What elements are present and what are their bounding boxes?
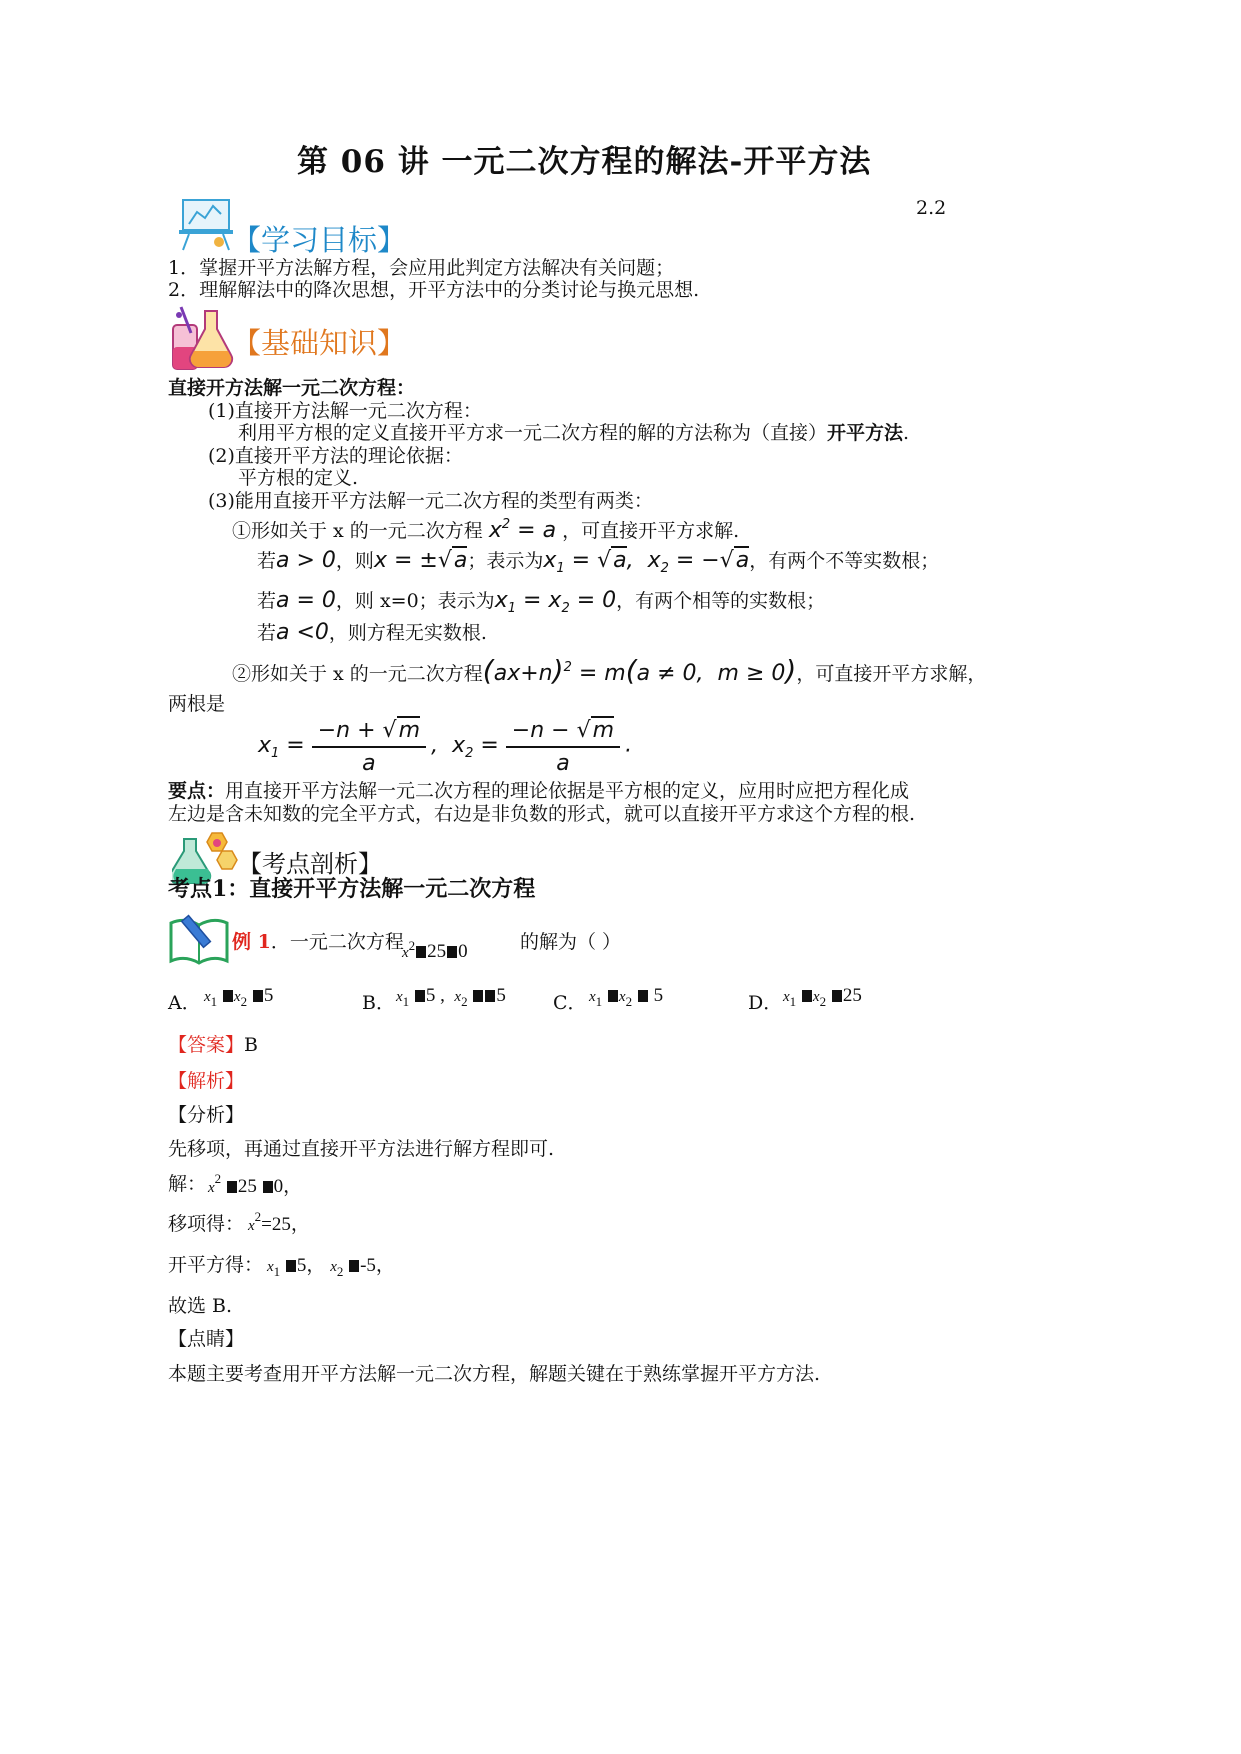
option-b: B． [362, 992, 395, 1014]
example-1-tail: 的解为（ ） [520, 931, 622, 953]
page-number: 2.2 [916, 197, 947, 219]
answer: 【答案】B [168, 1034, 258, 1056]
notebook-pencil-icon [167, 913, 231, 965]
section-objectives: 【学习目标】 [232, 223, 407, 257]
basics-item-3: (3)能用直接开平方法解一元二次方程的类型有两类： [208, 490, 653, 512]
formula-x2-eq-a: $x^2 = a$ [488, 517, 557, 543]
case-2-roots: $x_1$ = $\frac{-n + √m}{a}$ , $x_2$ = $\frac{-n - √m}{a}$ . [258, 718, 633, 776]
root-line: 开平方得： [168, 1254, 264, 1276]
case-1: ①形如关于 x 的一元二次方程 $x^2 = a$ ，可直接开平方求解. [232, 517, 740, 543]
page-title: 第 06 讲 一元二次方程的解法-开平方法 [297, 144, 872, 180]
solve-line: 解： [168, 1173, 207, 1195]
comment-label: 【点睛】 [168, 1328, 245, 1350]
basics-item-1: (1)直接开方法解一元二次方程： [208, 400, 482, 422]
example-1-equation: $x^2$ 25 0 [402, 938, 468, 962]
case-2: ②形如关于 x 的一元二次方程$(ax+n)^2 = m(a \ne 0$, m ≥ 0)，可直接开平方求解， [232, 654, 987, 687]
move-equation: $x^2=25$， [248, 1209, 310, 1235]
case-1-c: 若a <0，则方程无实数根. [257, 620, 487, 645]
section-basics: 【基础知识】 [232, 326, 407, 360]
root-equation: $x_1$ 5， $x_2$ -5， [267, 1255, 395, 1279]
option-c: C． [553, 992, 587, 1014]
basics-item-2: (2)直接开平方法的理论依据： [208, 445, 463, 467]
option-d: D． [748, 992, 783, 1014]
section-analysis: 【考点剖析】 [238, 850, 382, 878]
basics-heading: 直接开方法解一元二次方程： [168, 377, 416, 399]
analysis-text: 先移项，再通过直接开平方法进行解方程即可. [168, 1138, 555, 1160]
example-1: 例 1．一元二次方程 [232, 931, 404, 953]
analysis-label: 【分析】 [168, 1104, 245, 1126]
move-line: 移项得： [168, 1213, 245, 1235]
objective-2: 2．理解解法中的降次思想，开平方法中的分类讨论与换元思想. [168, 279, 700, 301]
objective-1: 1．掌握开平方法解方程，会应用此判定方法解决有关问题； [168, 257, 675, 279]
case-1-a: 若a > 0，则x = ±√a；表示为$x_1 = √a$, $x_2 = -√a$，有两个不等实数根； [257, 548, 940, 576]
option-a: A． [168, 992, 201, 1014]
comment-text: 本题主要考查用开平方法解一元二次方程，解题关键在于熟练掌握开平方方法. [168, 1363, 821, 1385]
key-point-2: 左边是含未知数的完全平方式，右边是非负数的形式，就可以直接开平方求这个方程的根. [168, 803, 916, 825]
presentation-board-icon [175, 196, 237, 252]
case-2-line2: 两根是 [168, 693, 226, 715]
basics-item-1-text: 利用平方根的定义直接开平方求一元二次方程的解的方法称为（直接）开平方法. [238, 422, 910, 444]
option-a-formula: $x_1$ $x_2$ 5 [204, 985, 274, 1009]
explain-label: 【解析】 [168, 1070, 245, 1092]
case-1-b: 若a = 0，则 x=0；表示为$x_1 = x_2 = 0$，有两个相等的实数根； [257, 588, 826, 616]
option-d-formula: $x_1$ $x_2$ 25 [783, 985, 862, 1009]
solve-equation: $x^2$ 25 0， [208, 1171, 303, 1197]
choose-line: 故选 B. [168, 1295, 233, 1317]
chemistry-flask-icon [167, 303, 237, 373]
option-c-formula: $x_1$ $x_2$ 5 [589, 985, 664, 1009]
basics-item-2-text: 平方根的定义. [238, 467, 359, 489]
topic-1-heading: 考点1：直接开平方法解一元二次方程 [168, 876, 536, 902]
option-b-formula: $x_1$ 5 , $x_2$ 5 [396, 985, 506, 1009]
key-point-1: 要点：用直接开平方法解一元二次方程的理论依据是平方根的定义，应用时应把方程化成 [168, 780, 910, 802]
